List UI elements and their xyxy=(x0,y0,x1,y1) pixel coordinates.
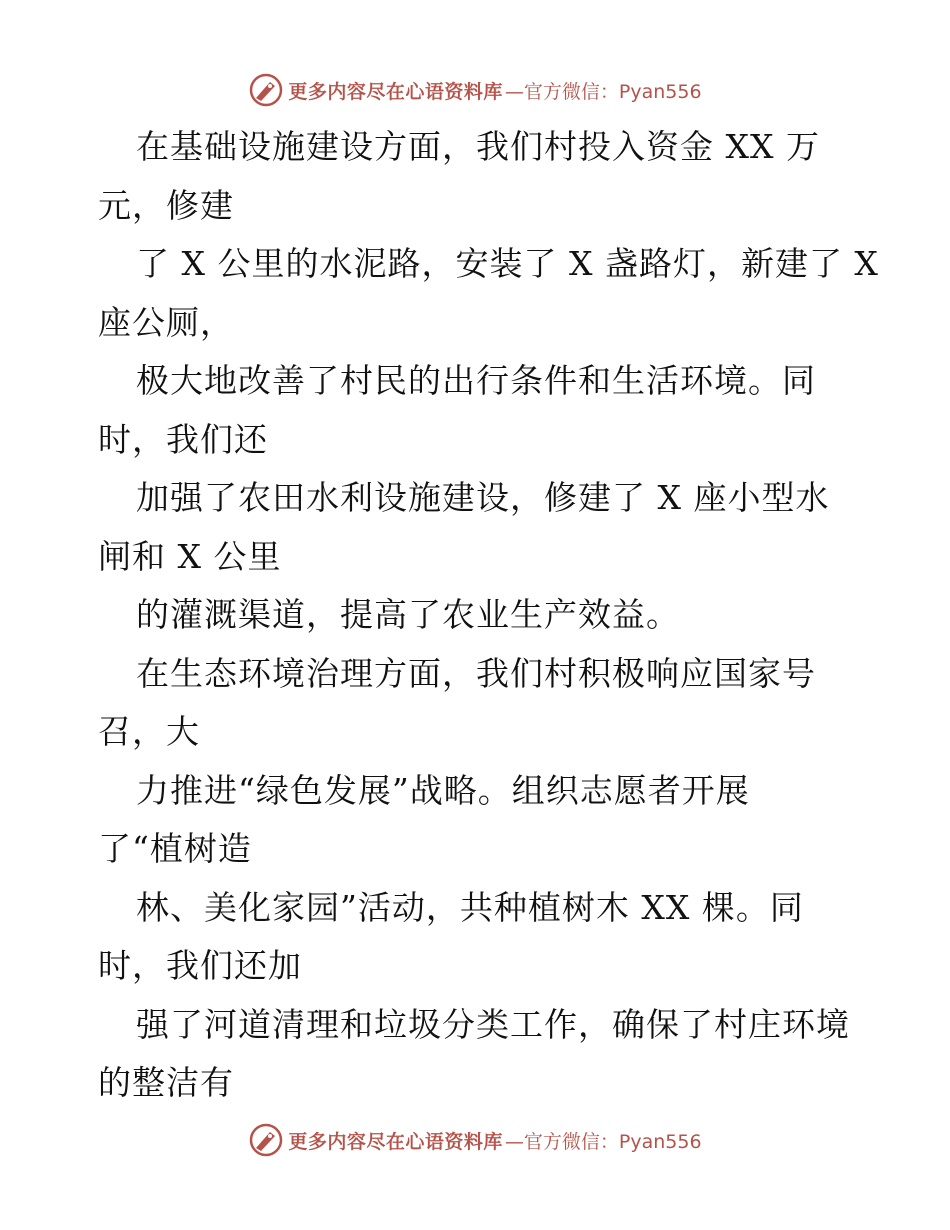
paragraph-line: 了“植树造 xyxy=(98,829,252,868)
paragraph-line: 林、美化家园”活动，共种植树木 XX 棵。同 xyxy=(136,887,804,927)
paragraph-line: 的整洁有 xyxy=(98,1063,234,1102)
paragraph-line: 时，我们还 xyxy=(98,419,268,459)
paragraph-line: 座公厕， xyxy=(98,302,234,342)
banner-contact: —官方微信：Pyan556 xyxy=(504,1130,702,1153)
paragraph-line: 闸和 X 公里 xyxy=(98,536,282,576)
paragraph-line: 加强了农田水利设施建设，修建了 X 座小型水 xyxy=(136,478,830,517)
paragraph-line: 强了河道清理和垃圾分类工作，确保了村庄环境 xyxy=(136,1004,850,1044)
paragraph-line: 力推进“绿色发展”战略。组织志愿者开展 xyxy=(136,770,750,810)
paragraph-line: 的灌溉渠道，提高了农业生产效益。 xyxy=(136,595,680,634)
pen-nib-logo-icon xyxy=(248,1122,284,1158)
banner-title: 更多内容尽在心语资料库 xyxy=(288,80,503,103)
pen-nib-logo-icon xyxy=(248,72,284,108)
document-body xyxy=(98,118,879,1113)
paragraph-line: 了 X 公里的水泥路，安装了 X 盏路灯，新建了 X xyxy=(136,244,879,283)
paragraph-line: 极大地改善了村民的出行条件和生活环境。同 xyxy=(136,361,816,400)
paragraph-line: 元，修建 xyxy=(98,185,234,225)
paragraph-line: 召，大 xyxy=(98,712,200,751)
paragraph-line: 在基础设施建设方面，我们村投入资金 XX 万 xyxy=(136,127,820,166)
banner-contact: —官方微信：Pyan556 xyxy=(504,80,702,103)
paragraph-line: 时，我们还加 xyxy=(98,946,302,985)
paragraph-line: 在生态环境治理方面，我们村积极响应国家号 xyxy=(136,653,816,693)
footer-banner xyxy=(0,1122,950,1158)
header-banner xyxy=(0,72,950,108)
banner-title: 更多内容尽在心语资料库 xyxy=(288,1130,503,1153)
